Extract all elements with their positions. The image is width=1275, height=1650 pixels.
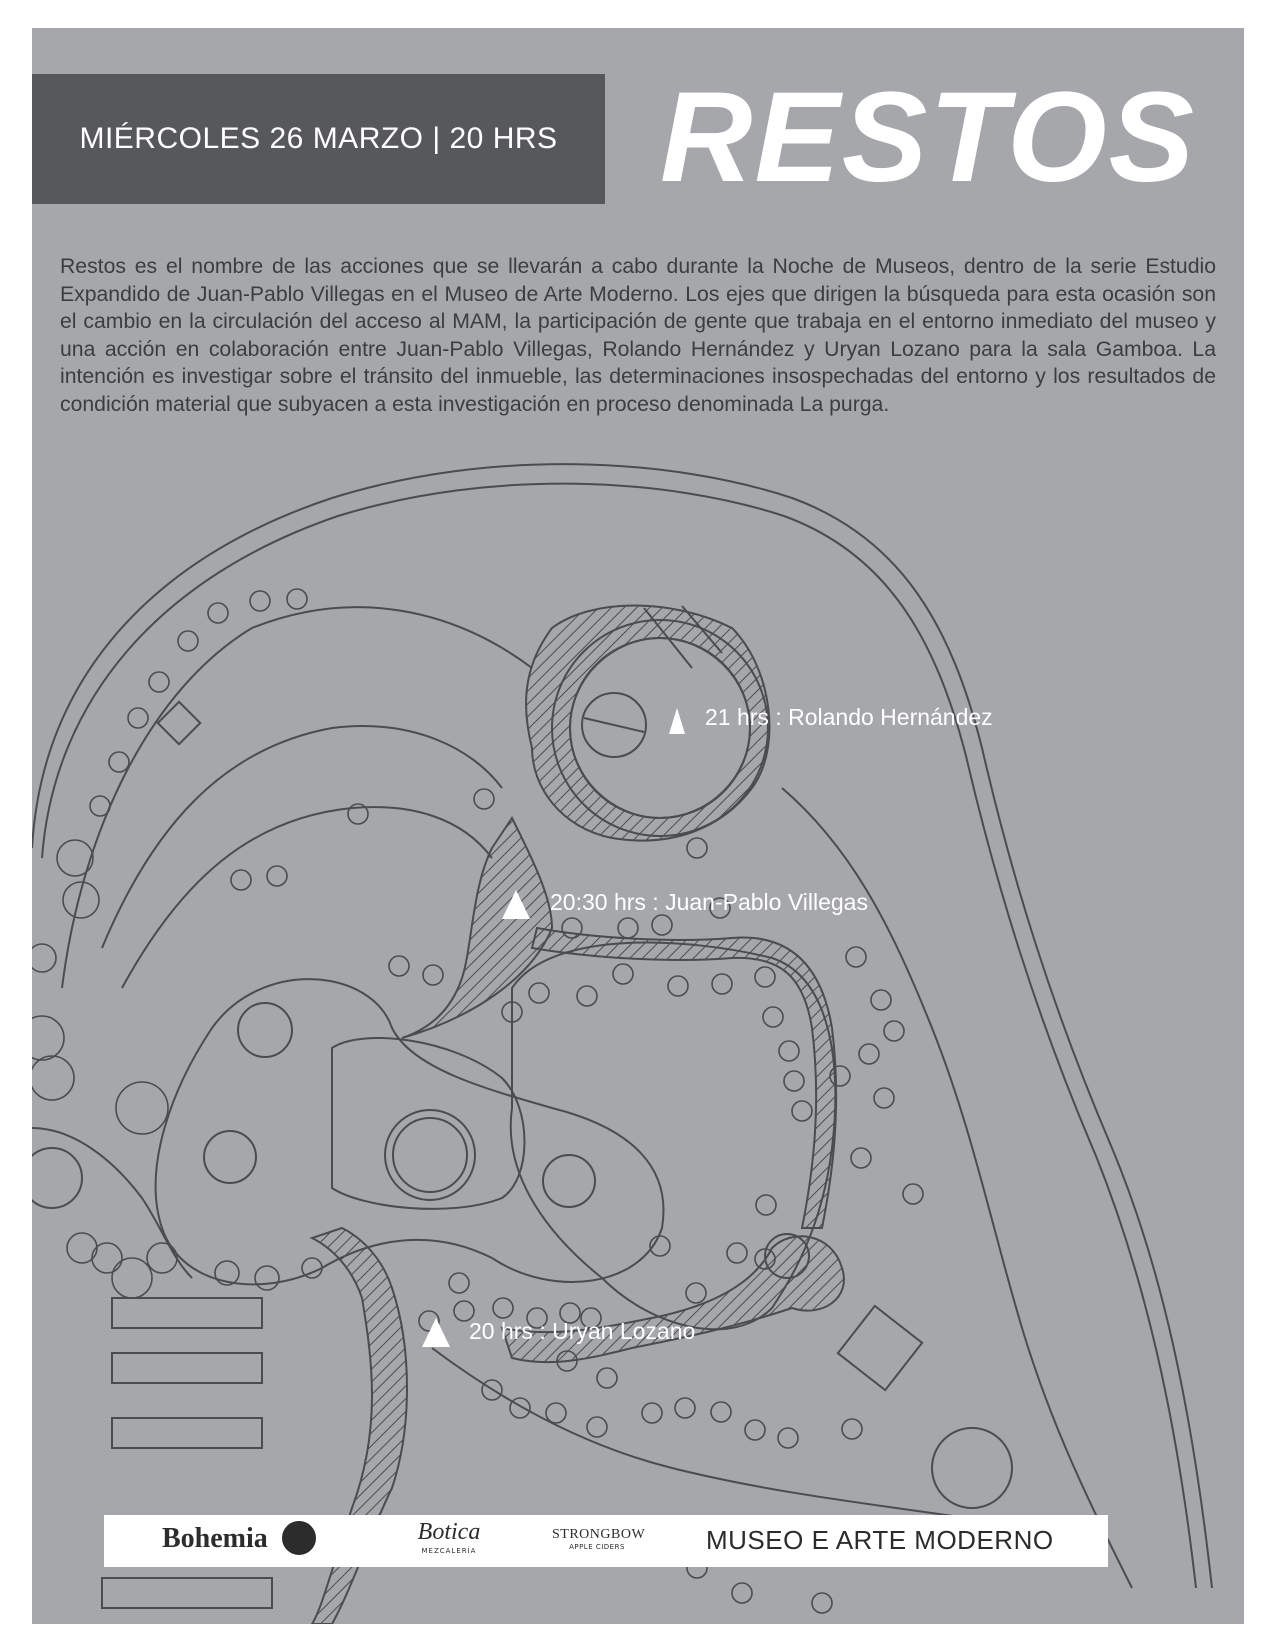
west-lot	[32, 1128, 192, 1278]
triangle-marker-icon	[669, 708, 685, 734]
marker-label-juan-pablo: 20:30 hrs : Juan-Pablo Villegas	[550, 889, 868, 915]
trees	[32, 589, 923, 1613]
parking-row-4	[102, 1578, 272, 1608]
north-garden-path	[62, 607, 532, 988]
southeast-square	[838, 1306, 922, 1390]
date-time-text: MIÉRCOLES 26 MARZO | 20 HRS	[79, 122, 558, 155]
garden-walk	[102, 726, 502, 948]
gallery-circle-2-inner	[393, 1118, 467, 1192]
marker-label-uryan: 20 hrs : Uryan Lozano	[469, 1318, 696, 1344]
bohemia-logo: Bohemia	[162, 1523, 268, 1554]
marker-label-rolando: 21 hrs : Rolando Hernández	[705, 704, 993, 730]
parking-row-2	[112, 1353, 262, 1383]
botica-name: Botica	[417, 1519, 481, 1545]
botica-subtitle: MEZCALERÍA	[421, 1547, 477, 1555]
west-roundabout	[32, 1148, 82, 1208]
parking-row-1	[112, 1298, 262, 1328]
strongbow-subtitle: APPLE CIDERS	[569, 1543, 625, 1551]
bohemia-badge-icon	[282, 1521, 316, 1555]
gallery-circle-1	[238, 1003, 292, 1057]
gallery-circle-3	[204, 1131, 256, 1183]
gallery-circle-4	[543, 1155, 595, 1207]
parking-row-3	[112, 1418, 262, 1448]
garden-walk-2	[122, 807, 492, 988]
date-time-banner	[32, 74, 605, 204]
museum-name: MUSEO E ARTE MODERNO	[706, 1525, 1054, 1555]
gallery-circle-2	[385, 1110, 475, 1200]
strongbow-logo	[552, 1527, 646, 1551]
strongbow-name: STRONGBOW	[552, 1527, 646, 1542]
triangle-marker-icon	[422, 1318, 450, 1347]
poster	[32, 28, 1244, 1624]
event-title: RESTOS	[660, 66, 1196, 209]
event-description: Restos es el nombre de las acciones que se llevarán a cabo durante la Noche de Museos, dentro de la serie Estudio Expandido de Juan-Pablo Villegas en el Museo de Arte Moderno. Los ejes que dirigen la búsqueda para esta ocasión son el cambio en la circulación del acceso al MAM, la participación de gente que trabaja en el entorno inmediato del museo y una acción en colaboración entre Juan-Pablo Villegas, Rolando Hernández y Uryan Lozano para la sala Gamboa. La intención es investigar sobre el tránsito del inmueble, las determinaciones insospechadas del entorno y los resultados de condición material que subyacen a esta investigación en proceso denominada La purga.	[60, 255, 1216, 416]
northwest-square	[158, 702, 200, 744]
sponsor-bar	[104, 1515, 1108, 1567]
southeast-roundabout	[932, 1428, 1012, 1508]
south-road	[432, 1348, 1032, 1528]
botica-logo	[409, 1517, 489, 1565]
